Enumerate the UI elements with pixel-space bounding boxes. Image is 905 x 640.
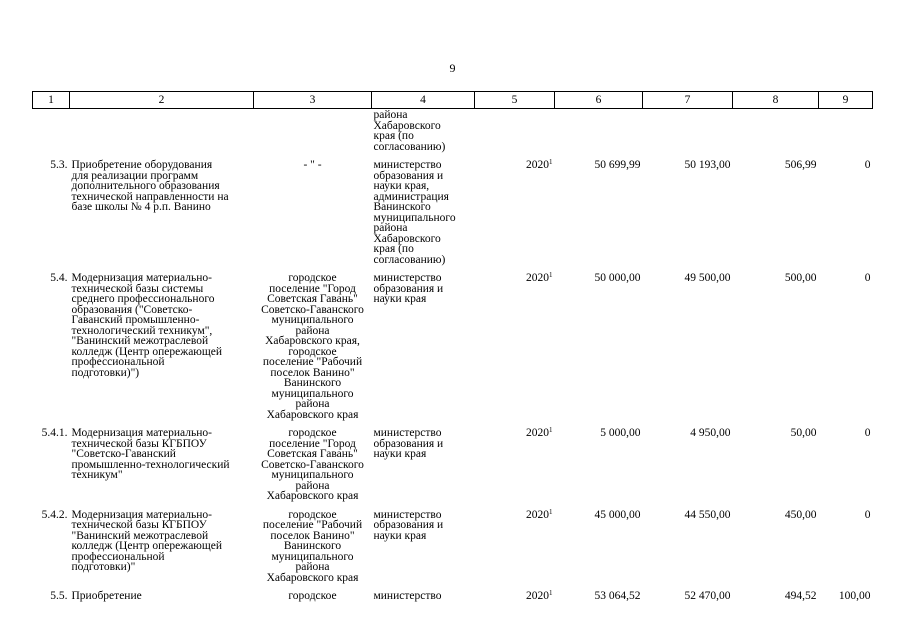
regional-cell: 50,00	[790, 427, 817, 439]
page-number: 9	[449, 61, 456, 75]
regional-cell: 500,00	[784, 272, 817, 284]
federal-cell: 44 550,00	[684, 508, 731, 521]
regional-cell: 506,99	[784, 159, 817, 171]
table-row	[33, 160, 873, 273]
local-cell: 100,00	[838, 590, 871, 602]
item-name: Модернизация материально- технической базы КГБПОУ "Советско-Гаванский промышленно-технологический техникум"	[71, 427, 230, 481]
executor-cell: министерство образования и науки края	[373, 272, 444, 305]
item-number: 5.5.	[50, 590, 68, 602]
item-number: 5.4.	[50, 272, 68, 284]
table-row	[33, 510, 873, 592]
item-name: Приобретение оборудования для реализации программ дополнительного образования технической направленности на базе школы № 4 р.п. Ванино	[71, 159, 229, 213]
recipient-cell: городское поселение "Город Советская Гавань" Советско-Гаванского муниципального района Хабаровского края	[261, 427, 364, 502]
executor-cell: министерство образования и науки края	[373, 427, 444, 460]
year-footnote: 1	[549, 158, 553, 166]
total-cell: 50 000,00	[594, 272, 641, 284]
continued-row	[33, 109, 873, 161]
year-cell	[475, 428, 555, 510]
year-cell	[475, 591, 555, 602]
executor-cell: министерство	[373, 590, 442, 602]
recipient-cell: городское поселение "Город Советская Гавань" Советско-Гаванского муниципального района Хабаровского края, городское поселение "Рабочий поселок Ванино" Ванинского муниципального района Хабаровского края	[261, 272, 364, 421]
year-value: 2020	[526, 590, 549, 602]
year-cell	[475, 507, 555, 592]
local-cell: 0	[864, 159, 871, 171]
column-header: 2	[70, 92, 254, 109]
column-header: 7	[643, 92, 733, 109]
recipient-cell: - " -	[303, 159, 322, 171]
year-cell	[475, 273, 555, 428]
year-footnote: 1	[549, 507, 553, 516]
local-cell: 0	[864, 427, 871, 439]
item-name: Модернизация материально- технической базы КГБПОУ "Ванинский межотраслевой колледж (Центр опережающей профессиональной подготовки)"	[71, 508, 223, 573]
executor-cell: района Хабаровского края (по согласованию)	[373, 109, 446, 153]
total-cell: 53 064,52	[594, 590, 641, 602]
table-row	[33, 273, 873, 428]
item-name: Модернизация материально- технической базы системы среднего профессионального образования ("Советско- Гаванский промышленно- технологический техникум", "Ванинский межотраслевой колледж (Центр опережающей профессиональной подготовки)")	[71, 272, 223, 379]
regional-cell: 450,00	[784, 508, 817, 521]
year-value: 2020	[526, 159, 549, 171]
item-number: 5.4.2.	[41, 508, 68, 521]
column-header: 4	[372, 92, 475, 109]
column-header: 9	[819, 92, 873, 109]
item-name: Приобретение	[71, 590, 142, 602]
year-value: 2020	[526, 272, 549, 284]
regional-cell: 494,52	[784, 590, 817, 602]
column-header: 1	[33, 92, 70, 109]
federal-cell: 52 470,00	[684, 590, 731, 602]
year-footnote: 1	[549, 271, 553, 279]
budget-table	[32, 91, 873, 602]
year-footnote: 1	[549, 589, 553, 597]
item-number: 5.3.	[50, 159, 68, 171]
recipient-cell: городское	[288, 590, 337, 602]
local-cell: 0	[864, 508, 871, 521]
year-cell	[475, 160, 555, 273]
executor-cell: министерство образования и науки края, администрация Ванинского муниципального района Хабаровского края (по согласованию)	[373, 159, 456, 266]
total-cell: 45 000,00	[594, 508, 641, 521]
federal-cell: 49 500,00	[684, 272, 731, 284]
total-cell: 50 699,99	[594, 159, 641, 171]
column-header: 6	[555, 92, 643, 109]
federal-cell: 50 193,00	[684, 159, 731, 171]
total-cell: 5 000,00	[600, 427, 641, 439]
recipient-cell: городское поселение "Рабочий поселок Ванино" Ванинского муниципального района Хабаровского края	[262, 508, 363, 584]
year-value: 2020	[526, 508, 549, 521]
executor-cell: министерство образования и науки края	[373, 508, 444, 542]
local-cell: 0	[864, 272, 871, 284]
table-row	[33, 428, 873, 510]
column-header: 5	[475, 92, 555, 109]
column-number-header	[33, 92, 873, 109]
table-row	[33, 591, 873, 602]
federal-cell: 4 950,00	[690, 427, 731, 439]
item-number: 5.4.1.	[41, 427, 68, 439]
column-header: 8	[733, 92, 819, 109]
column-header: 3	[254, 92, 372, 109]
year-footnote: 1	[549, 426, 553, 434]
year-value: 2020	[526, 427, 549, 439]
